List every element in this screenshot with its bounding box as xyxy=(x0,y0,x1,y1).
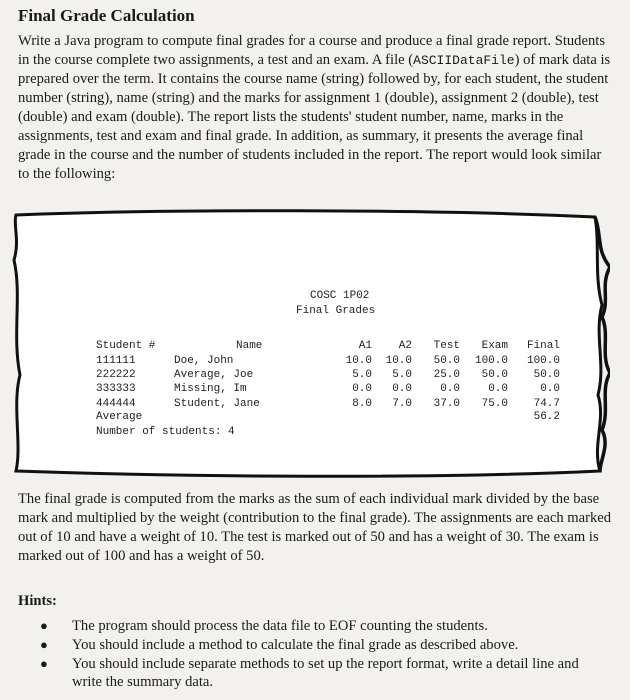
student-id: 222222 xyxy=(96,369,136,382)
student-name: Missing, Im xyxy=(174,383,247,396)
report-content xyxy=(10,205,610,480)
mark-final: 100.0 xyxy=(526,355,560,367)
student-count: Number of students: 4 xyxy=(96,426,235,438)
student-marks xyxy=(338,354,560,411)
bullet-icon: ● xyxy=(40,656,48,671)
mark-final: 74.7 xyxy=(533,397,560,410)
hint-item xyxy=(40,655,610,691)
average-label: Average xyxy=(96,411,143,423)
mark-final: 0.0 xyxy=(540,383,560,396)
header-final: Final xyxy=(526,340,560,352)
mark-exam: 75.0 xyxy=(481,397,508,410)
mark-final: 50.0 xyxy=(533,369,560,382)
mark-exam: 50.0 xyxy=(481,369,508,382)
report-title: Final Grades xyxy=(296,305,376,317)
page-title: Final Grade Calculation xyxy=(18,6,195,25)
intro-text-2: ) of mark data is prepared over the term. It contains the course name (string) followed by, for each student, the student number (string), name (string) and the marks for assignment 1 (double), assignment 2 (double), test (double) and exam (double). The report lists the students' student number, name, marks in the assignments, test and exam and final grade. In addition, as summary, it presents the average final grade in the course and the number of students included in the report. The report would look similar to the following: xyxy=(18,52,611,182)
mark-exam: 100.0 xyxy=(474,355,508,367)
student-id: 111111 xyxy=(96,355,136,367)
hint-item xyxy=(40,636,610,654)
mark-a1: 0.0 xyxy=(352,383,372,396)
mark-a2: 0.0 xyxy=(392,383,412,396)
header-a1: A1 xyxy=(358,340,372,352)
explanation-paragraph: The final grade is computed from the marks as the sum of each individual mark divided by the base mark and multiplied by the weight (contribution to the final grade). The assignments are each marked out of 10 and have a weight of 10. The test is marked out of 50 and has a weight of 30. The exam is marked out of 100 and has a weight of 50. xyxy=(18,491,612,564)
average-value: 56.2 xyxy=(533,411,560,423)
hint-text: The program should process the data file to EOF counting the students. xyxy=(72,618,488,634)
mark-a2: 5.0 xyxy=(392,369,412,382)
mark-test: 50.0 xyxy=(433,355,460,367)
student-id: 333333 xyxy=(96,383,136,396)
header-student-number: Student # xyxy=(96,340,156,352)
sample-report xyxy=(10,205,610,480)
hint-text: You should include separate methods to set up the report format, write a detail line and write the summary data. xyxy=(72,656,579,690)
marks-row xyxy=(338,382,560,396)
header-exam: Exam xyxy=(481,340,508,352)
hints-list xyxy=(40,617,610,692)
mark-a1: 5.0 xyxy=(352,369,372,382)
mark-exam: 0.0 xyxy=(488,383,508,396)
mark-test: 25.0 xyxy=(433,369,460,382)
hint-item xyxy=(40,617,610,635)
student-name: Doe, John xyxy=(174,355,234,367)
header-name: Name xyxy=(236,340,263,352)
report-course: COSC 1P02 xyxy=(310,290,370,302)
mark-test: 0.0 xyxy=(440,383,460,396)
bullet-icon: ● xyxy=(40,637,48,652)
bullet-icon: ● xyxy=(40,618,48,633)
hint-text: You should include a method to calculate the final grade as described above. xyxy=(72,637,519,653)
mark-a1: 10.0 xyxy=(345,355,372,367)
marks-row xyxy=(338,368,560,382)
student-names xyxy=(174,354,260,411)
mark-a1: 8.0 xyxy=(352,397,372,410)
header-marks xyxy=(338,340,560,352)
student-ids xyxy=(96,354,136,411)
mark-test: 37.0 xyxy=(433,397,460,410)
student-name: Student, Jane xyxy=(174,397,260,410)
mark-a2: 10.0 xyxy=(385,355,412,367)
intro-paragraph xyxy=(18,32,614,184)
intro-text-1: Write a Java program to compute final grades for a course and produce a final grade report. Students in the course complete two assignments, a test and an exam. A file ( xyxy=(18,33,605,68)
student-name: Average, Joe xyxy=(174,369,254,382)
marks-row xyxy=(338,397,560,411)
student-id: 444444 xyxy=(96,397,136,410)
header-test: Test xyxy=(433,340,460,352)
mark-a2: 7.0 xyxy=(392,397,412,410)
header-a2: A2 xyxy=(398,340,412,352)
hints-heading: Hints: xyxy=(18,593,57,609)
marks-row xyxy=(338,354,560,368)
intro-code-term: ASCIIDataFile xyxy=(413,53,515,68)
